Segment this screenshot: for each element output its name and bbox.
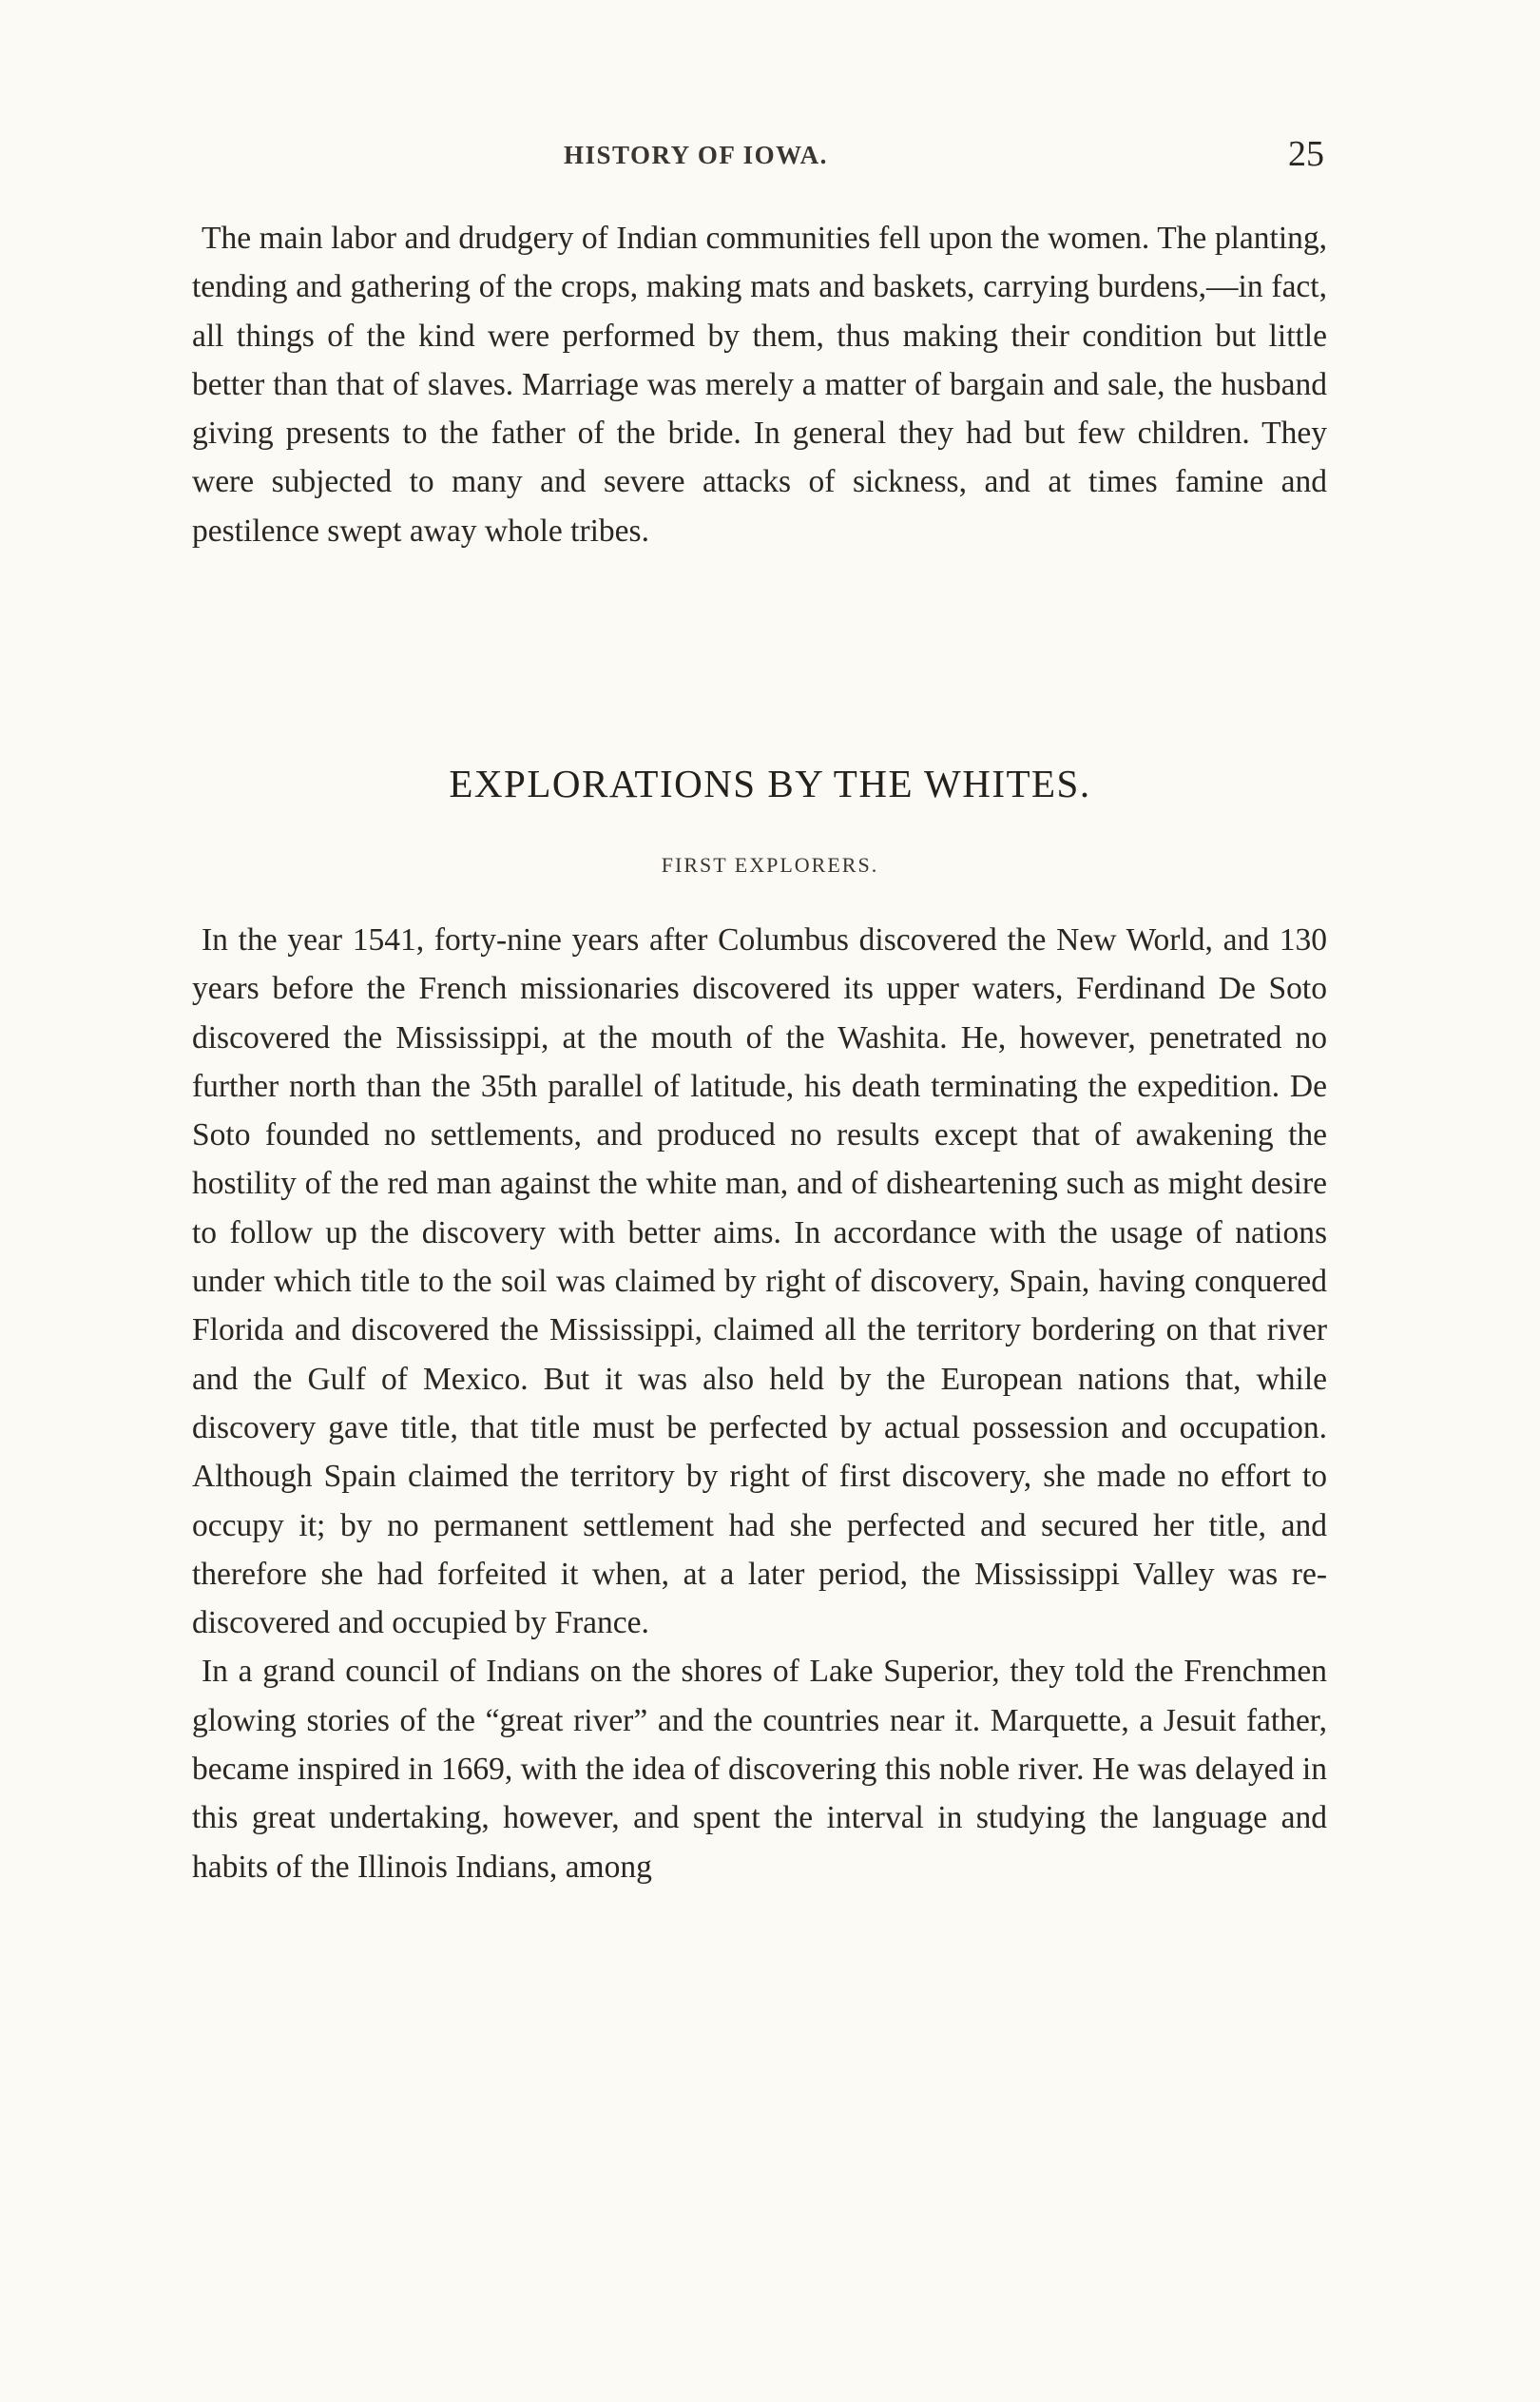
- running-head: [0, 133, 1540, 181]
- section-heading: EXPLORATIONS BY THE WHITES.: [449, 762, 1091, 805]
- paragraph: The main labor and drudgery of Indian communities fell upon the women. The planting, tending and gathering of the crops, making mats and baskets, carrying burdens,—in fact, all things of the kind were performed by them, thus making their condition but little better than that of slaves. Marriage was merely a matter of bargain and sale, the husband giving presents to the father of the bride. In general they had but few children. They were subjected to many and severe attacks of sickness, and at times famine and pestilence swept away whole tribes.: [192, 221, 1327, 549]
- paragraph: In the year 1541, forty-nine years after Columbus discovered the New World, and 130 years before the French missionaries discovered its upper waters, Ferdinand De Soto discovered the Mississippi, at the mouth of the Washita. He, however, penetrated no further north than the 35th parallel of latitude, his death terminating the expedition. De Soto founded no settlements, and produced no results except that of awakening the hostility of the red man against the white man, and of disheartening such as might desire to follow up the discovery with better aims. In accordance with the usage of nations under which title to the soil was claimed by right of discovery, Spain, having conquered Florida and discovered the Mississippi, claimed all the territory bordering on that river and the Gulf of Mexico. But it was also held by the European nations that, while discovery gave title, that title must be perfected by actual possession and occupation. Although Spain claimed the territory by right of first discovery, she made no effort to occupy it; by no permanent settlement had she perfected and secured her title, and therefore she had forfeited it when, at a later period, the Mississippi Valley was re-discovered and occupied by France.: [192, 922, 1327, 1641]
- body-text-main: [192, 916, 1327, 1891]
- page-number: 25: [1288, 134, 1324, 174]
- running-title: HISTORY OF IOWA.: [564, 141, 828, 169]
- paragraph: In a grand council of Indians on the shores of Lake Superior, they told the Frenchmen glowing stories of the “great river” and the countries near it. Marquette, a Jesuit father, became inspired in 1669, with the idea of discovering this noble river. He was delayed in this great undertaking, however, and spent the interval in studying the language and habits of the Illinois Indians, among: [192, 1654, 1327, 1885]
- body-text-top: [192, 214, 1327, 555]
- subheading: FIRST EXPLORERS.: [661, 853, 879, 877]
